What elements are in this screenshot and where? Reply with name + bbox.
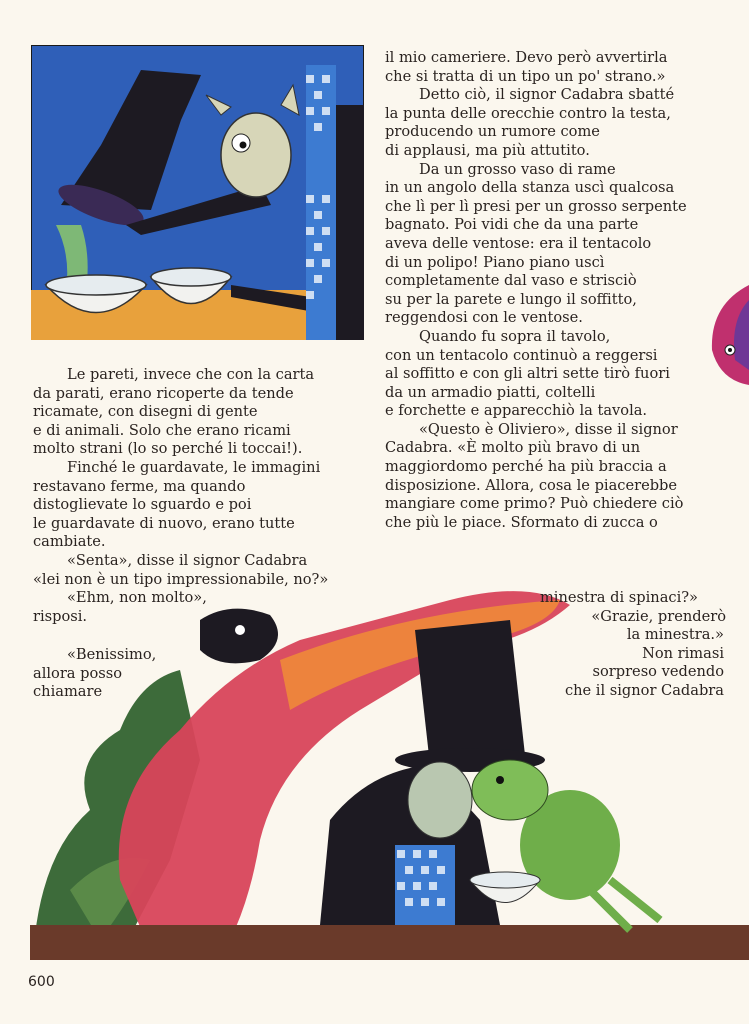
text-line: Cadabra. «È molto più bravo di un: [385, 439, 641, 457]
right-column-tail-text: [385, 589, 726, 701]
text-line: e di animali. Solo che erano ricami: [33, 421, 291, 439]
text-line: Quando fu sopra il tavolo,: [419, 327, 611, 345]
text-line: che il signor Cadabra: [564, 681, 724, 699]
text-line: su per la parete e lungo il soffitto,: [385, 290, 637, 308]
text-line: Da un grosso vaso di rame: [419, 160, 616, 178]
text-line: il mio cameriere. Devo però avvertirla: [385, 49, 668, 66]
text-line: Non rimasi: [642, 644, 724, 662]
text-line: mangiare come primo? Può chiedere ciò: [385, 495, 684, 513]
text-line: maggiordomo perché ha più braccia a: [385, 458, 667, 476]
text-line: al soffitto e con gli altri sette tirò fuori: [385, 365, 670, 383]
text-line: con un tentacolo continuò a reggersi: [385, 346, 658, 364]
text-line: Le pareti, invece che con la carta: [67, 366, 315, 383]
illustration-magician-pouring: [31, 45, 364, 340]
text-line: restavano ferme, ma quando: [33, 477, 246, 495]
text-line: in un angolo della stanza uscì qualcosa: [385, 179, 675, 197]
text-line: sorpreso vedendo: [592, 663, 724, 681]
text-line: da parati, erano ricoperte da tende: [33, 384, 294, 402]
text-line: da un armadio piatti, coltelli: [385, 383, 596, 401]
text-line: risposi.: [33, 607, 88, 625]
text-line: di un polipo! Piano piano uscì: [385, 253, 605, 271]
text-line: «lei non è un tipo impressionabile, no?»: [33, 570, 329, 588]
text-line: la minestra.»: [626, 626, 724, 644]
text-line: di applausi, ma più attutito.: [385, 141, 590, 159]
right-column-text: [385, 49, 726, 532]
text-line: producendo un rumore come: [385, 123, 600, 141]
text-line: disposizione. Allora, cosa le piacerebbe: [385, 476, 678, 494]
text-line: distoglievate lo sguardo e poi: [33, 496, 252, 514]
text-line: chiamare: [33, 683, 103, 701]
left-column-text: [33, 366, 363, 626]
text-line: «Questo è Oliviero», disse il signor: [419, 420, 678, 438]
text-line: completamente dal vaso e strisciò: [385, 272, 637, 290]
text-line: «Ehm, non molto»,: [67, 589, 207, 607]
text-line: minestra di spinaci?»: [539, 589, 698, 606]
text-line: cambiate.: [33, 533, 106, 551]
text-line: ricamate, con disegni di gente: [33, 403, 258, 421]
text-line: reggendosi con le ventose.: [385, 309, 583, 327]
text-line: e forchette e apparecchiò la tavola.: [385, 402, 648, 420]
page-number: 600: [28, 974, 55, 990]
text-line: bagnato. Poi vidi che da una parte: [385, 216, 639, 234]
text-line: aveva delle ventose: era il tentacolo: [385, 234, 652, 252]
text-line: che lì per lì presi per un grosso serpente: [385, 197, 687, 215]
text-line: «Grazie, prenderò: [591, 607, 726, 625]
text-line: Detto ciò, il signor Cadabra sbatté: [419, 86, 675, 104]
text-line: le guardavate di nuovo, erano tutte: [33, 514, 295, 532]
text-line: allora posso: [33, 664, 123, 682]
text-line: che più le piace. Sformato di zucca o: [385, 513, 658, 531]
text-line: molto strani (lo so perché li toccai!).: [33, 440, 303, 458]
text-line: Finché le guardavate, le immagini: [67, 458, 321, 476]
text-line: che si tratta di un tipo un po' strano.»: [385, 67, 666, 85]
text-line: «Senta», disse il signor Cadabra: [67, 551, 308, 569]
text-line: «Benissimo,: [67, 646, 157, 663]
left-column-tail-text: [33, 646, 203, 702]
text-line: la punta delle orecchie contro la testa,: [385, 104, 671, 122]
